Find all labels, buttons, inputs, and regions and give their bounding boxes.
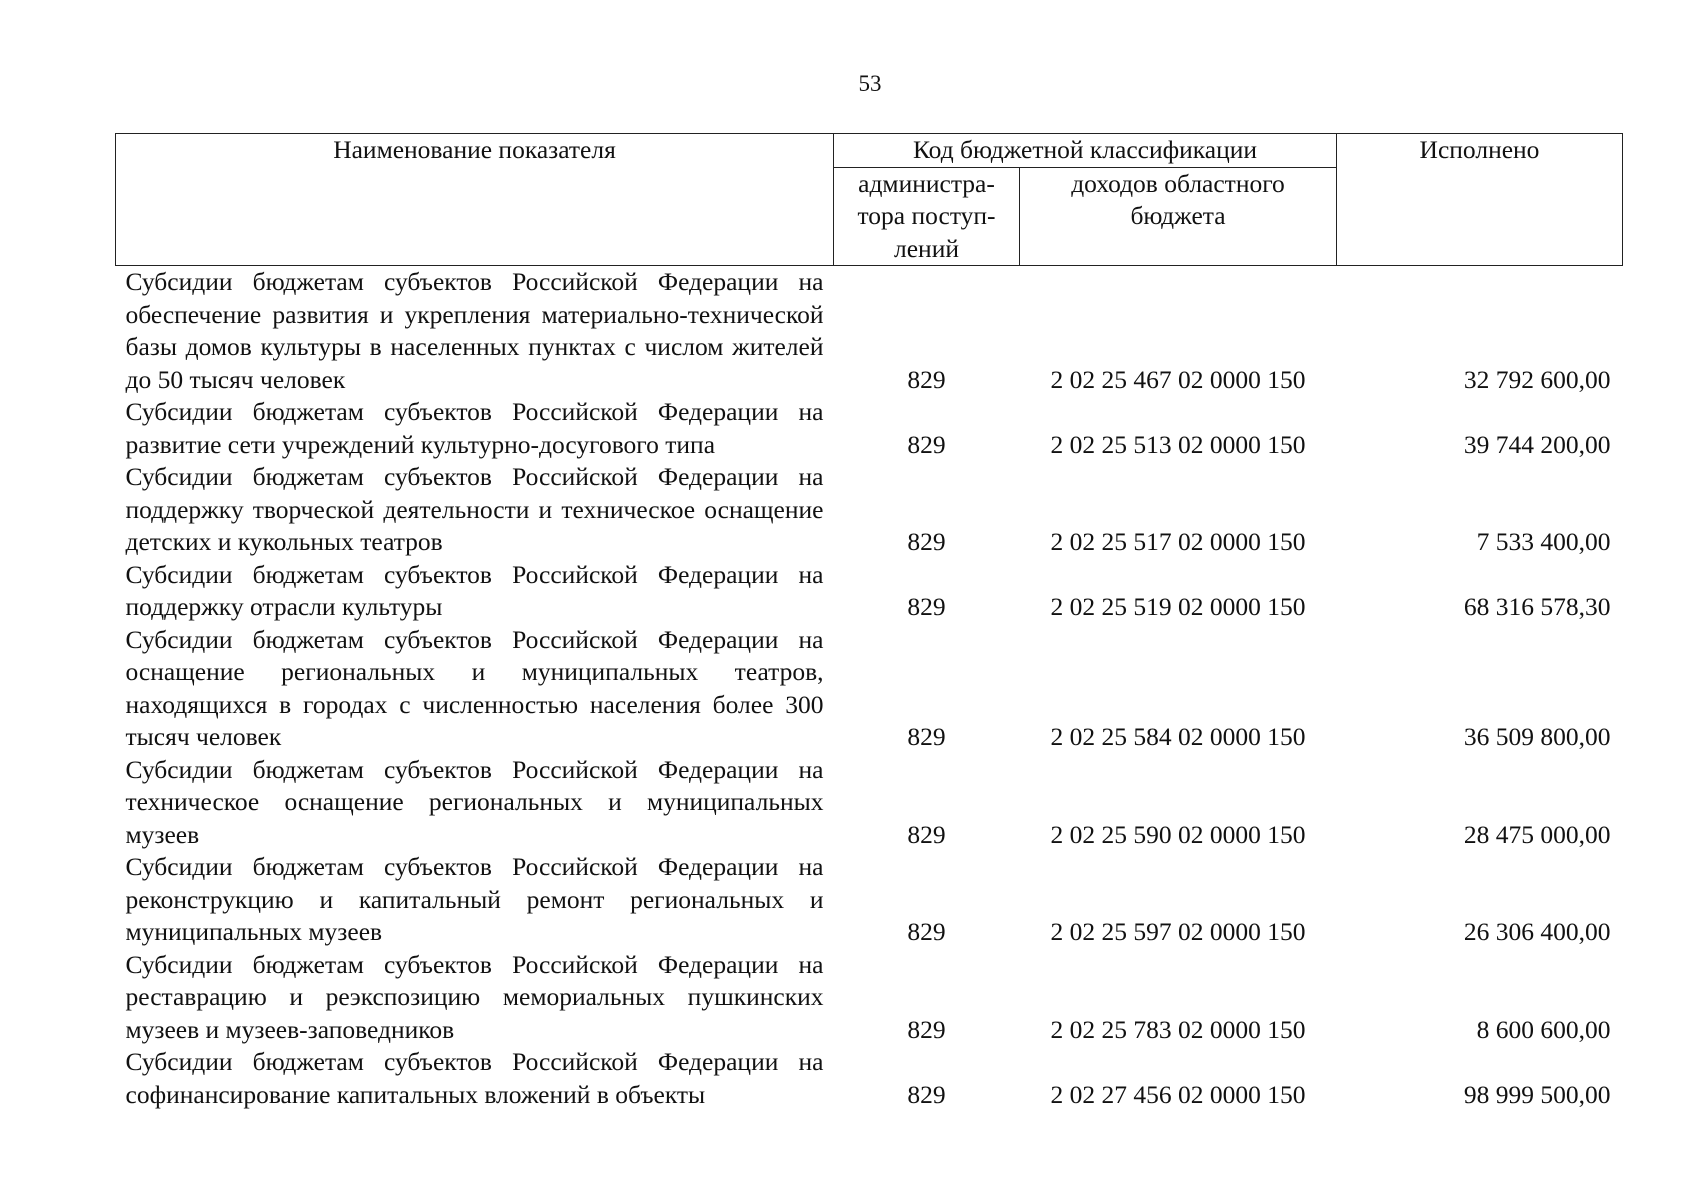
row-name: Субсидии бюджетам субъектов Российской Федерации на реконструкцию и капитальный ремонт региональных и муниципальных музеев [125,852,824,946]
row-amount: 8 600 600,00 [1476,1014,1611,1044]
row-name: Субсидии бюджетам субъектов Российской Федерации на софинансирование капитальных вложений в объекты [125,1047,824,1109]
header-income [1020,167,1337,266]
table-row [116,461,1623,559]
row-amount: 28 475 000,00 [1463,819,1611,849]
table-row [116,266,1623,397]
row-admin-code: 829 [907,722,946,751]
table-body [116,266,1623,1112]
budget-table [115,133,1623,1111]
table-row [116,754,1623,852]
row-income-code: 2 02 25 597 02 0000 150 [1050,917,1306,946]
table-row [116,851,1623,949]
row-name: Субсидии бюджетам субъектов Российской Федерации на оснащение региональных и муниципальных театров, находящихся в городах с численностью населения более 300 тысяч человек [125,624,824,751]
header-code-group: Код бюджетной классификации [834,134,1337,168]
row-admin-code: 829 [907,917,946,946]
row-admin-code: 829 [907,527,946,556]
row-income-code: 2 02 25 517 02 0000 150 [1050,527,1306,556]
row-admin-code: 829 [907,1079,946,1109]
row-admin-code: 829 [907,429,946,459]
table-header [116,134,1623,266]
table-row [116,949,1623,1047]
row-amount: 36 509 800,00 [1463,722,1611,751]
row-income-code: 2 02 27 456 02 0000 150 [1050,1079,1306,1109]
row-name: Субсидии бюджетам субъектов Российской Федерации на обеспечение развития и укрепления материально-технической базы домов культуры в населенных пунктах с числом жителей до 50 тысяч человек [125,267,824,394]
table-row [116,559,1623,624]
header-executed: Исполнено [1337,134,1623,266]
row-name: Субсидии бюджетам субъектов Российской Федерации на поддержку отрасли культуры [125,559,824,621]
header-administrator [834,167,1020,266]
row-income-code: 2 02 25 467 02 0000 150 [1050,364,1306,394]
header-administrator-line: лений [894,233,959,263]
row-amount: 68 316 578,30 [1463,592,1611,621]
page-number: 53 [858,71,882,96]
row-admin-code: 829 [907,592,946,621]
row-income-code: 2 02 25 513 02 0000 150 [1050,429,1306,459]
row-amount: 26 306 400,00 [1463,917,1611,946]
row-name: Субсидии бюджетам субъектов Российской Федерации на поддержку творческой деятельности и техническое оснащение детских и кукольных театров [125,462,824,556]
row-amount: 32 792 600,00 [1463,364,1611,394]
table-row [116,624,1623,754]
header-income-line: бюджета [1130,201,1226,230]
row-income-code: 2 02 25 590 02 0000 150 [1050,819,1306,849]
row-amount: 98 999 500,00 [1463,1079,1611,1109]
row-income-code: 2 02 25 783 02 0000 150 [1050,1014,1306,1044]
row-income-code: 2 02 25 584 02 0000 150 [1050,722,1306,751]
table-row [116,1046,1623,1111]
row-admin-code: 829 [907,1014,946,1044]
row-amount: 7 533 400,00 [1476,527,1611,556]
row-admin-code: 829 [907,819,946,849]
header-income-line: доходов областного [1071,168,1285,198]
row-amount: 39 744 200,00 [1463,429,1611,459]
header-administrator-line: тора поступ- [857,201,996,230]
row-income-code: 2 02 25 519 02 0000 150 [1050,592,1306,621]
header-name: Наименование показателя [116,134,834,266]
row-name: Субсидии бюджетам субъектов Российской Федерации на реставрацию и реэкспозицию мемориальных пушкинских музеев и музеев-заповедников [125,949,824,1044]
table-row [116,396,1623,461]
row-name: Субсидии бюджетам субъектов Российской Федерации на техническое оснащение региональных и муниципальных музеев [125,754,824,849]
header-administrator-line: администра- [858,168,995,198]
row-admin-code: 829 [907,364,946,394]
row-name: Субсидии бюджетам субъектов Российской Федерации на развитие сети учреждений культурно-досугового типа [125,397,824,459]
